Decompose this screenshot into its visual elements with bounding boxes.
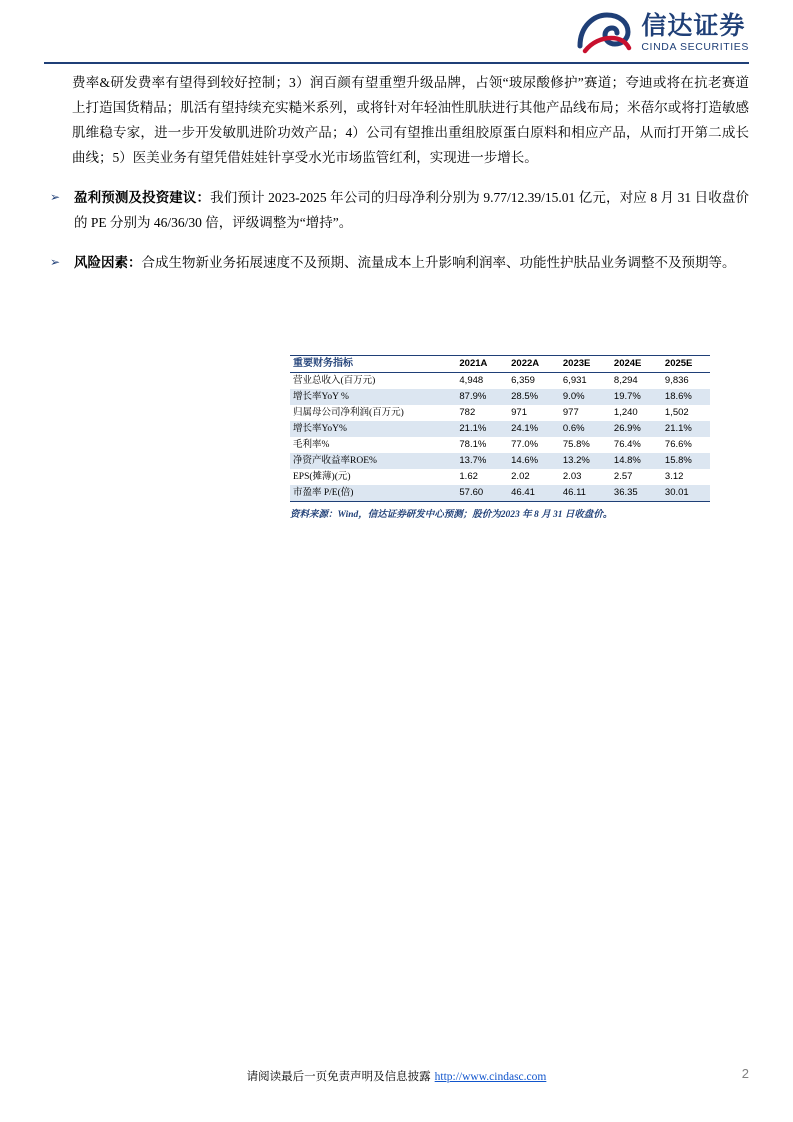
- cell-2025e: 9,836: [664, 375, 689, 386]
- cell-2021a: 1.62: [459, 471, 478, 482]
- cell-2024e: 26.9%: [608, 421, 659, 437]
- logo-text-en: CINDA SECURITIES: [641, 40, 749, 53]
- cell-2021a: 13.7%: [453, 453, 505, 469]
- table-header-2025e: 2025E: [659, 356, 710, 373]
- table-row: [290, 437, 710, 453]
- header-divider: [44, 62, 749, 64]
- cell-2022a: 971: [511, 407, 527, 418]
- logo-text-block: [641, 14, 749, 53]
- cell-metric: 营业总收入(百万元): [293, 376, 376, 386]
- table-header: [290, 356, 710, 373]
- cell-2024e: 36.35: [608, 485, 659, 502]
- cell-2023e: 6,931: [562, 375, 587, 386]
- table-row: [290, 389, 710, 405]
- cell-metric: 毛利率%: [293, 440, 330, 450]
- table-body: [290, 373, 710, 502]
- cell-2022a: 24.1%: [505, 421, 557, 437]
- table-header-2023e: 2023E: [557, 356, 608, 373]
- cell-2023e: 2.03: [562, 471, 582, 482]
- cell-2023e: 977: [562, 407, 579, 418]
- footer-website-link[interactable]: http://www.cindasc.com: [434, 1071, 547, 1083]
- bullet-earnings-forecast: [44, 185, 749, 235]
- cell-2021a: 782: [459, 407, 476, 418]
- cell-2021a: 4,948: [459, 375, 484, 386]
- cell-2024e: 2.57: [613, 471, 633, 482]
- table-row: [290, 469, 710, 485]
- cell-2024e: 1,240: [613, 407, 638, 418]
- footer-disclaimer-text: 请阅读最后一页免责声明及信息披露: [246, 1071, 431, 1083]
- bullet-earnings-forecast-text: 我们预计 2023-2025 年公司的归母净利分别为 9.77/12.39/15.01 亿元，对应 8 月 31 日收盘价的 PE 分别为 46/36/30 倍，评级调整为“增持”。: [74, 190, 750, 230]
- table-row: [290, 421, 710, 437]
- cell-2022a: 77.0%: [511, 439, 539, 450]
- bullet-risk-factors: [44, 250, 749, 275]
- table-row: [290, 485, 710, 502]
- cinda-logo-mark: [576, 12, 632, 54]
- table-header-2024e: 2024E: [608, 356, 659, 373]
- cell-2022a: 14.6%: [505, 453, 557, 469]
- logo-text-cn: 信达证券: [641, 12, 746, 40]
- cell-2024e: 8,294: [613, 375, 638, 386]
- financial-summary-table: [290, 355, 710, 502]
- cell-2021a: 21.1%: [453, 421, 505, 437]
- bullet-risk-factors-text: 合成生物新业务拓展速度不及预期、流量成本上升影响利润率、功能性护肤品业务调整不及预期等。: [141, 255, 736, 270]
- cell-2025e: 21.1%: [659, 421, 710, 437]
- bullet-earnings-forecast-lead: 盈利预测及投资建议：: [74, 190, 211, 205]
- continued-paragraph: 费率&研发费率有望得到较好控制；3）润百颜有望重塑升级品牌，占领“玻尿酸修护”赛道；夸迪或将在抗老赛道上打造国货精品；肌活有望持续充实糙米系列，或将针对年轻油性肌肤进行其他产品线布局；米蓓尔或将打造敏感肌维稳专家，进一步开发敏肌进阶功效产品；4）公司有望推出重组胶原蛋白原料和相应产品，从而打开第二成长曲线；5）医美业务有望凭借娃娃针享受水光市场监管红利，实现进一步增长。: [72, 75, 749, 165]
- page-footer: [44, 1068, 749, 1092]
- bullet-earnings-forecast-body: [74, 185, 749, 235]
- cell-2023e: 9.0%: [557, 389, 608, 405]
- table-row: [290, 453, 710, 469]
- table-header-2022a: 2022A: [505, 356, 557, 373]
- table-row: [290, 405, 710, 421]
- cell-2025e: 18.6%: [659, 389, 710, 405]
- cell-metric: 市盈率 P/E(倍): [290, 485, 453, 502]
- bullet-risk-factors-body: [74, 250, 749, 275]
- cell-2025e: 15.8%: [659, 453, 710, 469]
- cell-metric: 增长率YoY %: [290, 389, 453, 405]
- cell-2021a: 78.1%: [459, 439, 487, 450]
- page-header: [0, 0, 793, 66]
- cell-2024e: 76.4%: [613, 439, 641, 450]
- cell-2023e: 0.6%: [557, 421, 608, 437]
- page-content: [44, 70, 749, 275]
- cell-metric: 归属母公司净利润(百万元): [293, 408, 404, 418]
- cell-2024e: 14.8%: [608, 453, 659, 469]
- company-logo: [576, 12, 749, 54]
- cell-2021a: 57.60: [453, 485, 505, 502]
- cell-2022a: 2.02: [511, 471, 530, 482]
- cell-metric: 增长率YoY%: [290, 421, 453, 437]
- financial-summary-table-wrap: [290, 355, 710, 522]
- table-header-2021a: 2021A: [453, 356, 505, 373]
- table-header-metric: 重要财务指标: [290, 356, 453, 373]
- cell-2023e: 75.8%: [562, 439, 590, 450]
- cell-2025e: 30.01: [659, 485, 710, 502]
- cell-2021a: 87.9%: [453, 389, 505, 405]
- cell-2022a: 6,359: [511, 375, 535, 386]
- table-header-row: [290, 356, 710, 373]
- cell-2023e: 13.2%: [557, 453, 608, 469]
- cell-metric: 净资产收益率ROE%: [290, 453, 453, 469]
- cell-metric: EPS(摊薄)(元): [293, 472, 351, 482]
- table-source-note: 资料来源：Wind，信达证券研发中心预测；股价为2023 年 8 月 31 日收盘价。: [290, 510, 613, 520]
- table-row: [290, 373, 710, 390]
- footer-disclaimer-line: [44, 1068, 749, 1084]
- cell-2025e: 3.12: [664, 471, 684, 482]
- cell-2022a: 46.41: [505, 485, 557, 502]
- cell-2025e: 76.6%: [664, 439, 692, 450]
- cell-2023e: 46.11: [557, 485, 608, 502]
- bullet-marker-icon: ➢: [50, 255, 61, 269]
- cell-2022a: 28.5%: [505, 389, 557, 405]
- bullet-marker-icon: ➢: [50, 190, 61, 204]
- page-number: 2: [741, 1066, 749, 1081]
- cell-2024e: 19.7%: [608, 389, 659, 405]
- cell-2025e: 1,502: [664, 407, 689, 418]
- bullet-risk-factors-lead: 风险因素：: [74, 255, 142, 270]
